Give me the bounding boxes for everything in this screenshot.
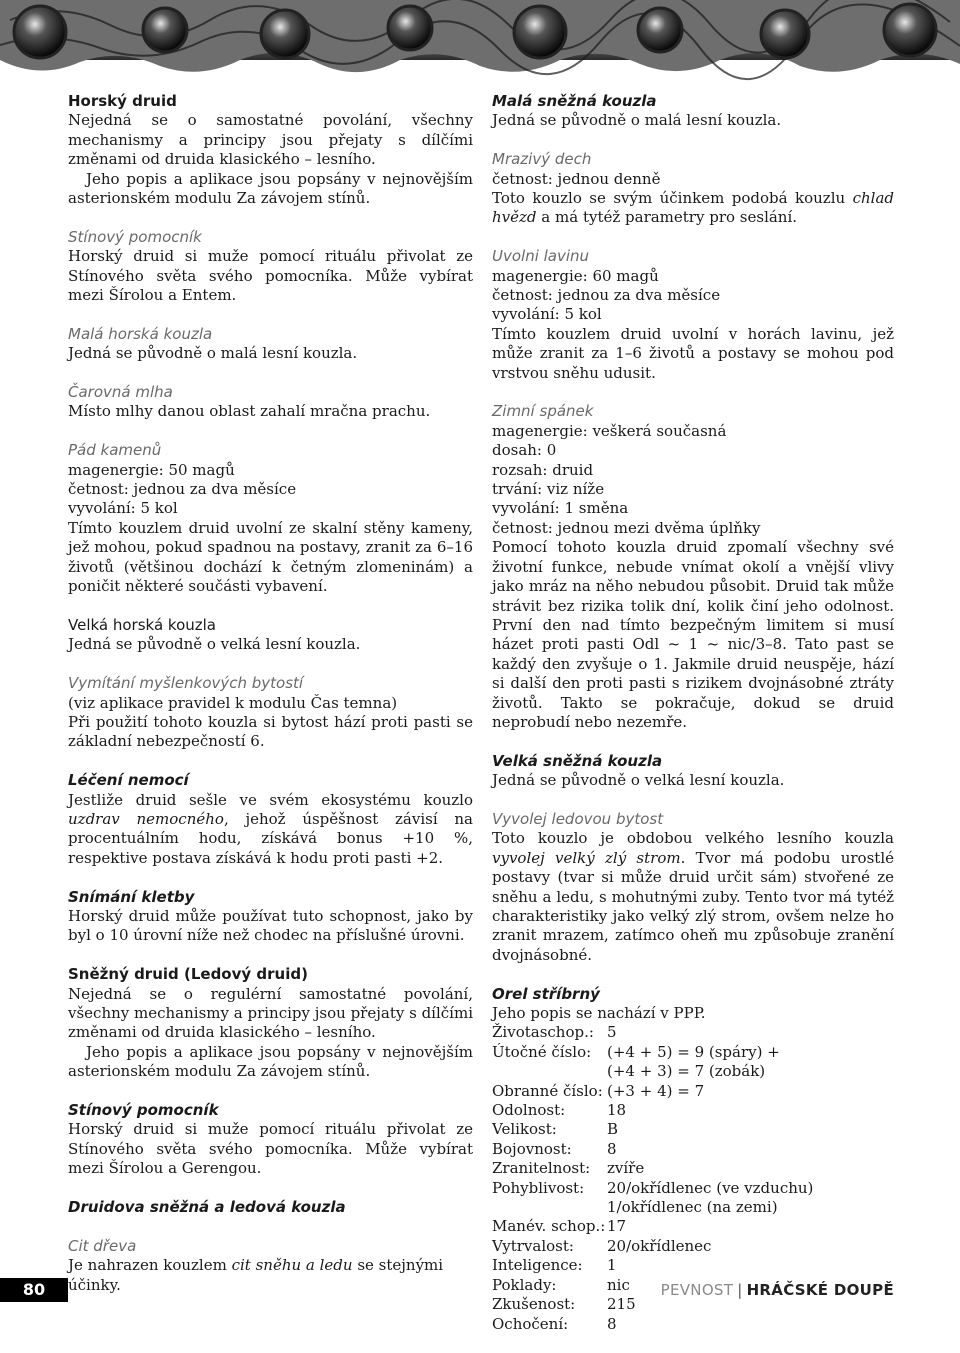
section-pad-kamenu (68, 441, 473, 596)
paragraph: Při použití tohoto kouzla si bytost hází proti pasti se základní nebezpečností 6. (68, 712, 473, 751)
stat-label: Odolnost: (492, 1101, 566, 1120)
paragraph: Jedná se původně o velká lesní kouzla. (68, 635, 361, 654)
stat-row (492, 1062, 813, 1081)
stat-value: 215 (607, 1295, 636, 1314)
stat-value: 17 (607, 1217, 627, 1236)
stat-label: Vytrvalost: (492, 1236, 574, 1255)
subsection-title: Orel stříbrný (492, 984, 600, 1003)
section-druidova-kouzla (68, 1198, 473, 1217)
creature-intro: Jeho popis se nachází v PPP. (492, 1004, 706, 1022)
stat-row (492, 1043, 813, 1062)
subsection-title: Malá horská kouzla (68, 324, 213, 343)
section-title: Sněžný druid (Ledový druid) (68, 965, 308, 984)
subsection-title: Stínový pomocník (68, 1100, 219, 1119)
stat-row (492, 1082, 813, 1101)
stat-value: 8 (607, 1139, 617, 1158)
spell-stat: magenergie: veškerá současná (492, 421, 727, 440)
subsection-title: Malá sněžná kouzla (492, 92, 657, 110)
section-vyvolej-ledovou-bytost (492, 810, 894, 965)
subsection-title: Zimní spánek (492, 402, 594, 421)
publication-footer (661, 1280, 894, 1300)
section-vymitani (68, 674, 473, 752)
paragraph: Jedná se původně o velká lesní kouzla. (492, 771, 785, 790)
paragraph: Horský druid si muže pomocí rituálu přivolat ze Stínového světa svého pomocníka. Může vybírat mezi Šírolou a Entem. (68, 247, 473, 305)
stat-row (492, 1120, 813, 1139)
stat-row (492, 1179, 813, 1198)
paragraph: Toto kouzlo se svým účinkem podobá kouzlu chlad hvězd a má tytéž parametry pro seslání. (492, 189, 894, 227)
subsection-title: Snímání kletby (68, 887, 195, 906)
paragraph: Jedná se původně o malá lesní kouzla. (68, 344, 358, 363)
subsection-title: Čarovná mlha (68, 383, 173, 402)
section-velka-horska-kouzla (68, 616, 473, 655)
stat-value: nic (607, 1275, 630, 1294)
paragraph: Jedná se původně o malá lesní kouzla. (492, 111, 782, 130)
stat-label: Zranitelnost: (492, 1159, 591, 1178)
paragraph: Jeho popis a aplikace jsou popsány v nejnovějším asterionském modulu Za závojem stínů. (68, 169, 473, 208)
stat-label: Ochočení: (492, 1314, 569, 1333)
spell-stat: četnost: jednou denně (492, 169, 661, 188)
subsection-title: Mrazivý dech (492, 150, 592, 169)
stat-row (492, 1023, 813, 1042)
spell-stat: četnost: jednou za dva měsíce (68, 480, 297, 499)
stat-value: 20/okřídlenec (607, 1236, 712, 1255)
footer-publication-name: PEVNOST (660, 1281, 734, 1299)
stat-label: Inteligence: (492, 1256, 583, 1275)
spell-stat: vyvolání: 5 kol (492, 305, 602, 324)
stat-label: Zkušenost: (492, 1295, 576, 1314)
section-velka-snezna-kouzla (492, 752, 894, 791)
stat-value: 5 (607, 1023, 617, 1042)
section-snezny-druid (68, 965, 473, 1081)
stat-value: 1 (607, 1256, 617, 1275)
spell-stat: dosah: 0 (492, 441, 557, 460)
paragraph: Nejedná se o regulérní samostatné povolání, všechny mechanismy a principy jsou přejaty s dílčími změnami od druida klasického – lesního. (68, 984, 473, 1042)
stat-label: Útočné číslo: (492, 1042, 592, 1061)
stat-value: (+4 + 5) = 9 (spáry) + (607, 1042, 780, 1061)
spell-note: (viz aplikace pravidel k modulu Čas temna) (68, 693, 398, 712)
stat-row (492, 1256, 813, 1275)
subsection-title: Vyvolej ledovou bytost (492, 809, 664, 828)
stat-row (492, 1237, 813, 1256)
stat-label: Velikost: (492, 1120, 557, 1139)
paragraph: Je nahrazen kouzlem cit sněhu a ledu se stejnými účinky. (68, 1256, 444, 1294)
subsection-title: Uvolni lavinu (492, 247, 590, 266)
spell-stat: trvání: viz níže (492, 480, 605, 499)
stat-value: B (607, 1120, 619, 1139)
stat-value: 8 (607, 1314, 617, 1333)
stat-label: Manév. schop.: (492, 1217, 606, 1236)
stat-row (492, 1198, 813, 1217)
paragraph: Nejedná se o samostatné povolání, všechny mechanismy a principy jsou přejaty s dílčími změnami od druida klasického – lesního. (68, 111, 473, 169)
footer-publisher-name: HRÁČSKÉ DOUPĚ (746, 1281, 894, 1299)
paragraph: Toto kouzlo je obdobou velkého lesního kouzla vyvolej velký zlý strom. Tvor má podobu urostlé postavy (tvar si může druid určit sám) stvořené ze sněhu a ledu, s mohutnými zuby. Tento tvor má tytéž charakteristiky jako velký zlý strom, ovšem nelze ho zranit mrazem, zatímco oheň mu způsobuje zranění dvojnásobné. (492, 829, 894, 964)
section-uvolni-lavinu (492, 247, 894, 383)
section-mala-snezna-kouzla (492, 92, 894, 131)
stat-value: (+4 + 3) = 7 (zobák) (607, 1062, 766, 1081)
spell-stat: četnost: jednou mezi dvěma úplňky (492, 518, 761, 537)
subsection-title: Léčení nemocí (68, 771, 189, 790)
section-zimni-spanek (492, 402, 894, 732)
stat-label: Bojovnost: (492, 1139, 572, 1158)
spell-stat: rozsah: druid (492, 460, 594, 479)
paragraph: Tímto kouzlem druid uvolní ze skalní stěny kameny, jež mohou, pokud spadnou na postavy, zranit za 6–16 životů (většinou dochází k četným zlomeninám) a poničit některé součásti vybavení. (68, 518, 473, 596)
paragraph: Jestliže druid sešle ve svém ekosystému kouzlo uzdrav nemocného, jehož úspěšnost závisí na procentuálním hodu, získává bonus +10 %, respektive postava získává k hodu proti pasti +2. (68, 790, 473, 867)
stat-label: Poklady: (492, 1275, 557, 1294)
paragraph: Pomocí tohoto kouzla druid zpomalí všechny své životní funkce, nebude vnímat okolí a vnější vlivy jako mráz na něho nebudou působit. Druid tak může strávit bez rizika tolik dní, kolik činí jeho odolnost. První den nad tímto bezpečným limitem si musí házet proti pasti Odl ~ 1 ~ nic/3–8. Tato past se každý den zvyšuje o 1. Jakmile druid neuspěje, hází si další den proti pasti s rizikem dvojnásobné ztráty životů. Takto se pokračuje, dokud se druid neprobudí nebo nezemře. (492, 538, 894, 731)
stat-value: zvíře (607, 1159, 645, 1178)
section-leceni-nemoci (68, 771, 473, 868)
spell-stat: vyvolání: 5 kol (68, 499, 178, 518)
paragraph: Jeho popis a aplikace jsou popsány v nejnovějším asterionském modulu Za závojem stínů. (68, 1042, 473, 1081)
subsection-title: Cit dřeva (68, 1236, 137, 1255)
stat-label: Obranné číslo: (492, 1081, 603, 1100)
paragraph: Horský druid může používat tuto schopnost, jako by byl o 10 úrovní níže než chodec na příslušné úrovni. (68, 906, 473, 945)
section-cit-dreva (68, 1237, 473, 1295)
stat-value: 20/okřídlenec (ve vzduchu) (607, 1178, 814, 1197)
section-mrazivy-dech (492, 150, 894, 228)
footer-separator: | (737, 1281, 743, 1299)
stat-value: 1/okřídlenec (na zemi) (607, 1198, 778, 1217)
subsection-title: Vymítání myšlenkových bytostí (68, 674, 304, 693)
page-number: 80 (0, 1278, 68, 1302)
section-title: Horský druid (68, 92, 177, 110)
section-title: Velká horská kouzla (68, 615, 216, 634)
section-stinovy-pomocnik-2 (68, 1101, 473, 1179)
paragraph: Tímto kouzlem druid uvolní v horách lavinu, jež může zranit za 1–6 životů a postavy se mohou pod vrstvou sněhu udusit. (492, 324, 894, 382)
decorative-banner (0, 0, 960, 82)
paragraph: Místo mlhy danou oblast zahalí mračna prachu. (68, 402, 431, 421)
paragraph: Horský druid si muže pomocí rituálu přivolat ze Stínového světa svého pomocníka. Může vybírat mezi Šírolou a Gerengou. (68, 1120, 473, 1178)
section-mala-horska-kouzla (68, 325, 473, 364)
subsection-title: Velká sněžná kouzla (492, 751, 663, 770)
section-carovna-mlha (68, 383, 473, 422)
spell-stat: magenergie: 50 magů (68, 460, 235, 479)
section-stinovy-pomocnik (68, 228, 473, 306)
subsection-title: Pád kamenů (68, 441, 162, 460)
stat-label: Pohyblivost: (492, 1178, 585, 1197)
stat-value: 18 (607, 1101, 627, 1120)
spell-stat: magenergie: 60 magů (492, 266, 659, 285)
left-column (68, 92, 473, 1314)
spell-stat: četnost: jednou za dva měsíce (492, 286, 721, 305)
subsection-title: Stínový pomocník (68, 227, 202, 246)
stat-row (492, 1217, 813, 1236)
stat-label (492, 1198, 607, 1217)
stat-row (492, 1101, 813, 1120)
stat-row (492, 1159, 813, 1178)
section-title: Druidova sněžná a ledová kouzla (68, 1197, 346, 1216)
section-snimani-kletby (68, 888, 473, 946)
stat-row (492, 1140, 813, 1159)
stat-value: (+3 + 4) = 7 (607, 1081, 705, 1100)
stat-label (492, 1062, 607, 1081)
stat-row (492, 1315, 813, 1334)
stat-label: Životaschop.: (492, 1023, 594, 1042)
section-horsky-druid (68, 92, 473, 208)
right-column (492, 92, 894, 1353)
spell-stat: vyvolání: 1 směna (492, 499, 629, 518)
